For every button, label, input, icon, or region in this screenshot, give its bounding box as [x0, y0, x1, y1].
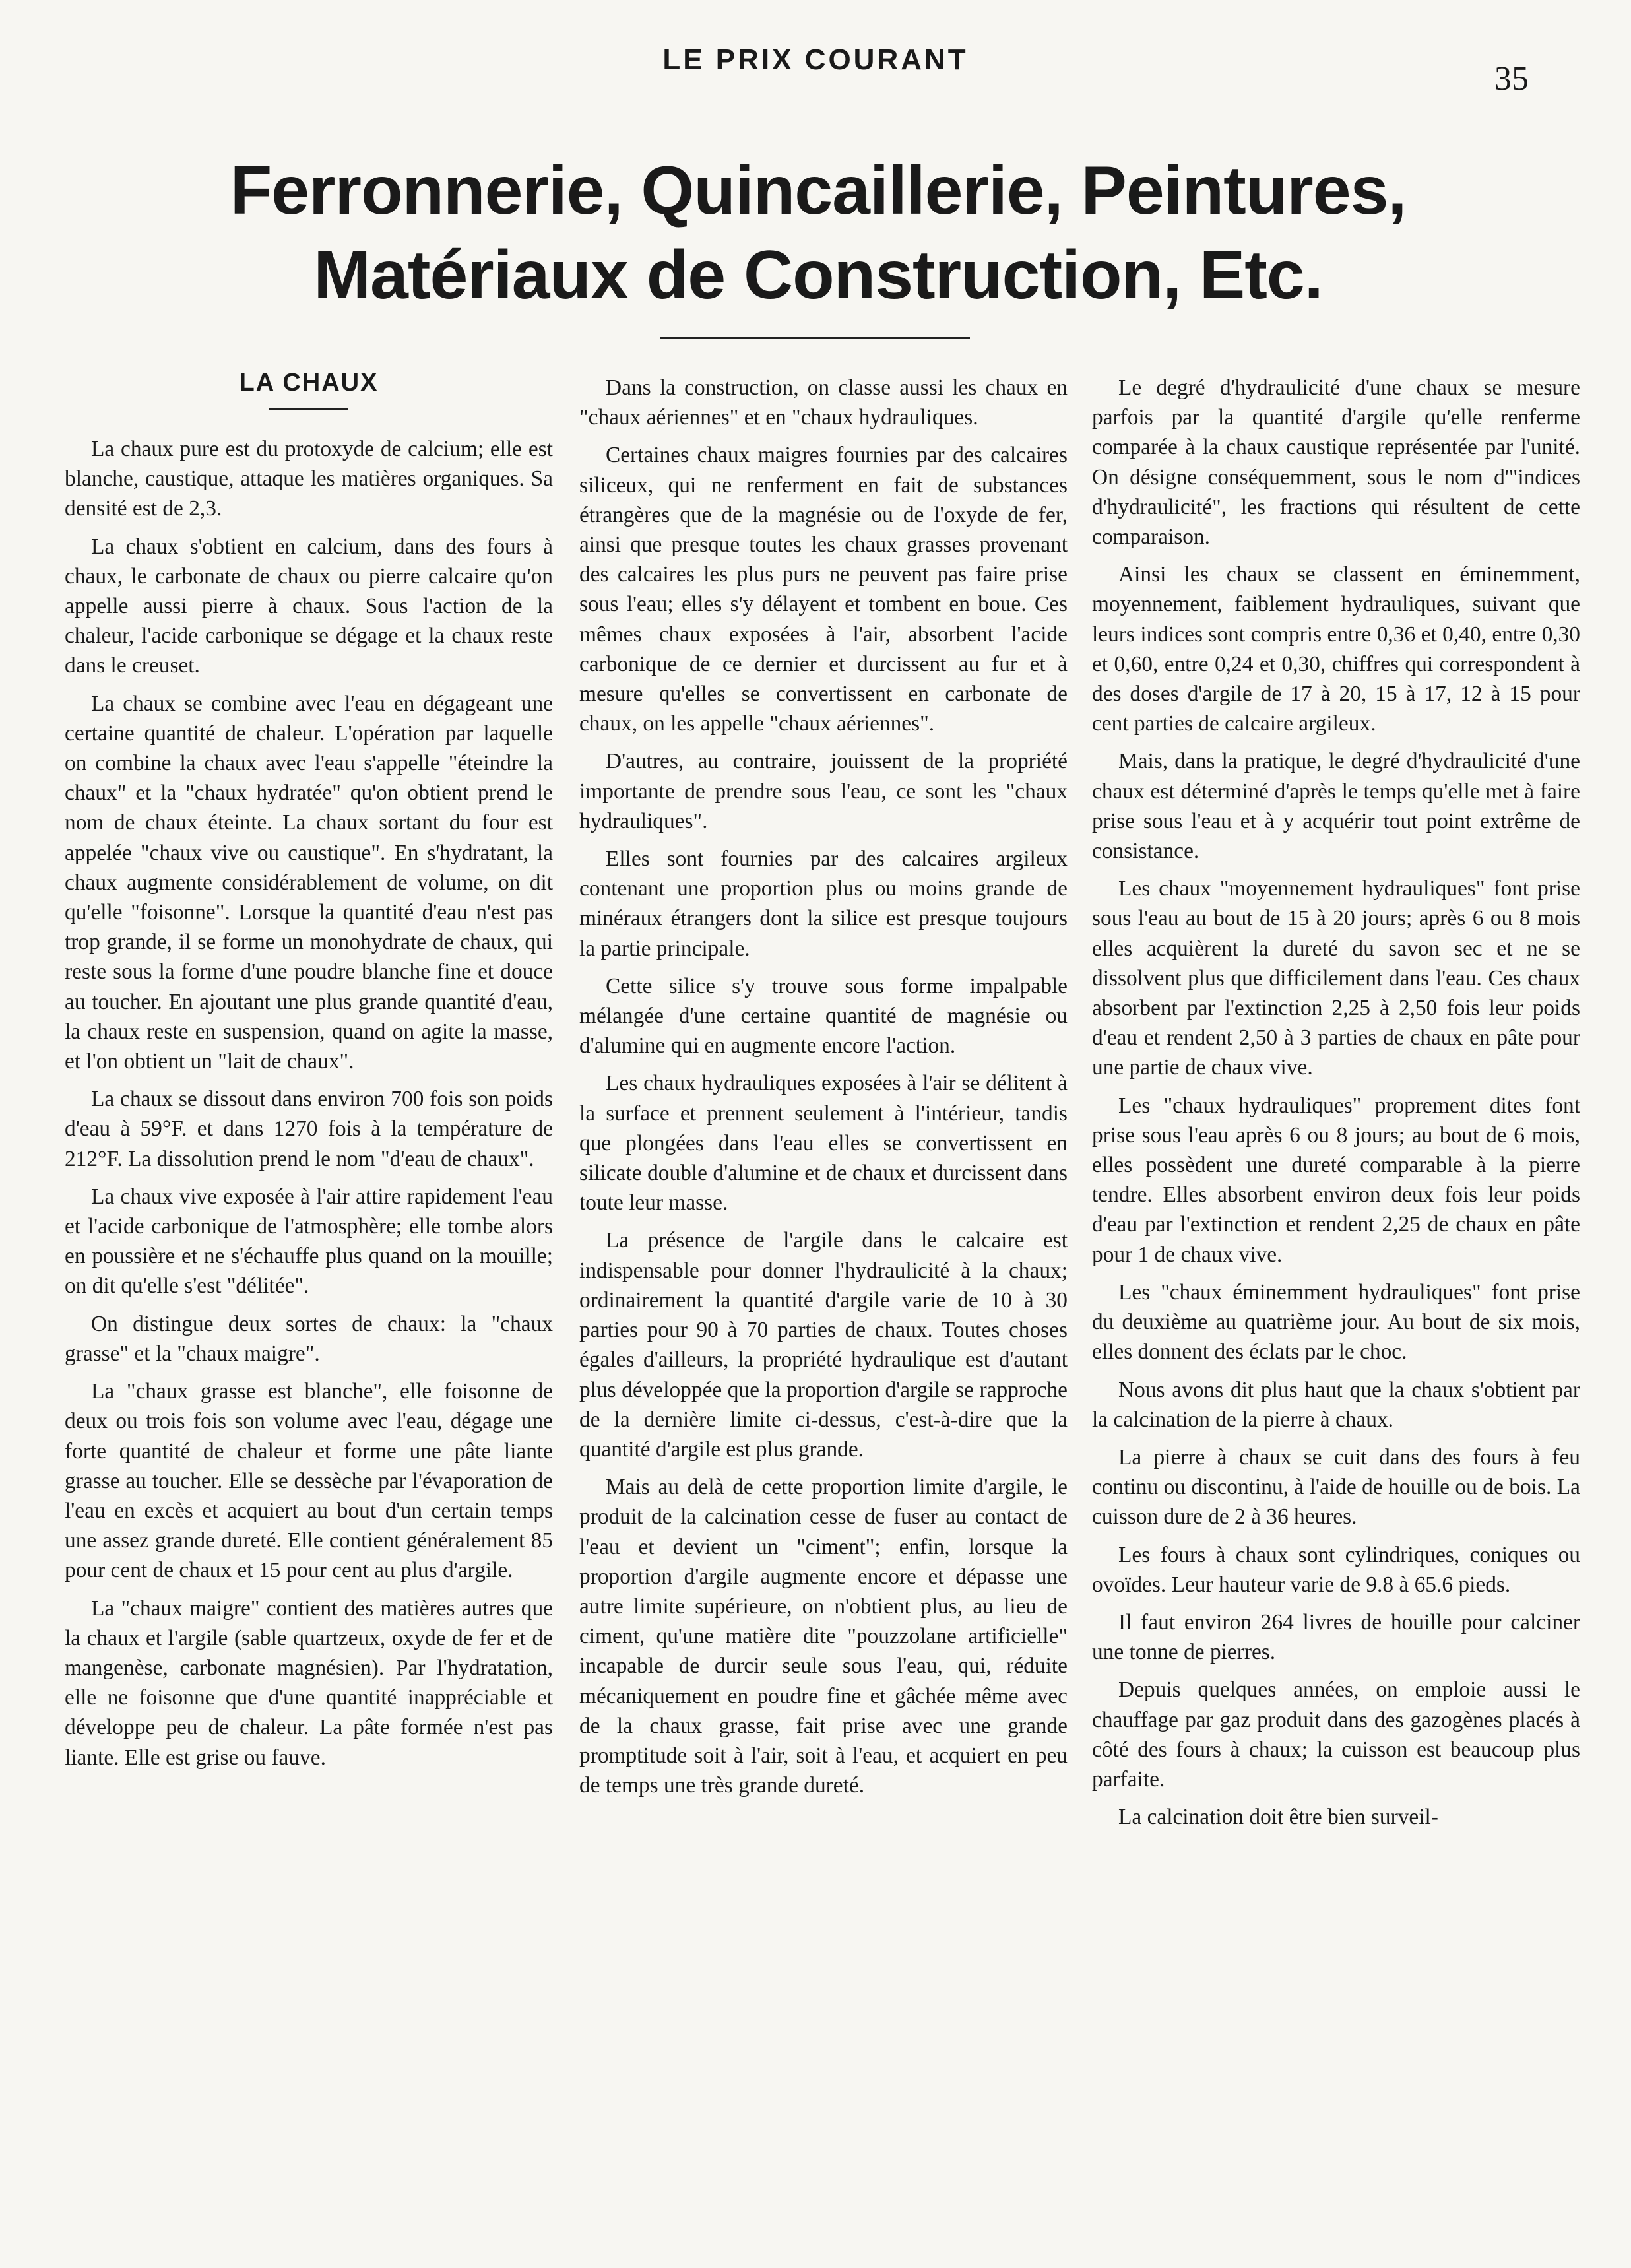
- paragraph: Elles sont fournies par des calcaires argileux contenant une proportion plus ou moins grande de minéraux étrangers dont la silice est presque toujours la partie principale.: [579, 847, 1068, 961]
- paragraph: La chaux se dissout dans environ 700 fois son poids d'eau à 59°F. et dans 1270 fois à la température de 212°F. La dissolution prend le nom "d'eau de chaux".: [65, 1087, 553, 1171]
- paragraph: Depuis quelques années, on emploie aussi le chauffage par gaz produit dans des gazogènes placés à côté des fours à chaux; la cuisson est beaucoup plus parfaite.: [1092, 1677, 1580, 1792]
- paragraph: Dans la construction, on classe aussi les chaux en "chaux aériennes" et en "chaux hydrauliques.: [579, 375, 1068, 430]
- paragraph: Les fours à chaux sont cylindriques, coniques ou ovoïdes. Leur hauteur varie de 9.8 à 65.6 pieds.: [1092, 1542, 1580, 1597]
- paragraph: Les chaux hydrauliques exposées à l'air se délitent à la surface et prennent seulement à l'intérieur, tandis que plongées dans l'eau elles se convertissent en silicate double d'alumine et de chaux et durcissent dans toute leur masse.: [579, 1071, 1068, 1215]
- paragraph: La présence de l'argile dans le calcaire est indispensable pour donner l'hydraulicité à la chaux; ordinairement la quantité d'argile varie de 10 à 30 parties pour 90 à 70 parties de chaux. Toutes choses égales d'ailleurs, la propriété hydraulique est d'autant plus développée que la proportion d'argile se rapproche de la dernière limite ci-dessus, c'est-à-dire que la quantité d'argile est plus grande.: [579, 1228, 1068, 1462]
- paragraph: Certaines chaux maigres fournies par des calcaires siliceux, qui ne renferment en fait de substances étrangères que de la magnésie ou de l'oxyde de fer, ainsi que presque toutes les chaux grasses provenant des calcaires les plus purs ne peuvent pas faire prise sous l'eau; elles s'y délayent et tombent en boue. Ces mêmes chaux exposées à l'air, absorbent l'acide carbonique de ce dernier et durcissent au fur et à mesure qu'elles se convertissent en carbonate de chaux, on les appelle "chaux aériennes".: [579, 443, 1068, 736]
- paragraph: La chaux vive exposée à l'air attire rapidement l'eau et l'acide carbonique de l'atmosphère; elle tombe alors en poussière et ne s'échauffe plus quand on la mouille; on dit qu'elle s'est "délitée".: [65, 1184, 553, 1299]
- paragraph: D'autres, au contraire, jouissent de la propriété importante de prendre sous l'eau, ce sont les "chaux hydrauliques".: [579, 749, 1068, 833]
- article-column-2: [579, 373, 1068, 1808]
- paragraph: La calcination doit être bien surveil-: [1118, 1805, 1438, 1830]
- paragraph: Mais, dans la pratique, le degré d'hydraulicité d'une chaux est déterminé d'après le temps qu'elle met à faire prise sous l'eau et à y acquérir tout point extrême de consistance.: [1092, 749, 1580, 864]
- article-heading: LA CHAUX: [239, 369, 379, 397]
- paragraph: Il faut environ 264 livres de houille pour calciner une tonne de pierres.: [1092, 1609, 1580, 1665]
- paragraph: Nous avons dit plus haut que la chaux s'obtient par la calcination de la pierre à chaux.: [1092, 1377, 1580, 1432]
- running-head: LE PRIX COURANT: [662, 44, 969, 76]
- paragraph: Ainsi les chaux se classent en éminemment, moyennement, faiblement hydrauliques, suivant que leurs indices sont compris entre 0,36 et 0,40, entre 0,30 et 0,60, entre 0,24 et 0,30, chiffres qui correspondent à des doses d'argile de 17 à 20, 15 à 17, 12 à 15 pour cent parties de calcaire argileux.: [1092, 562, 1580, 736]
- paragraph: La "chaux maigre" contient des matières autres que la chaux et l'argile (sable quartzeux, oxyde de fer et de mangenèse, carbonate magnésien). Par l'hydratation, elle ne foisonne que d'une quantité inappréciable et développe peu de chaleur. La pâte formée n'est pas liante. Elle est grise ou fauve.: [65, 1596, 553, 1770]
- paragraph: Mais au delà de cette proportion limite d'argile, le produit de la calcination cesse de fuser au contact de l'eau et devient un "ciment"; enfin, lorsque la proportion d'argile augmente encore et dépasse une autre limite supérieure, on n'obtient plus, au lieu de ciment, qu'une matière dite "pouzzolane artificielle" incapable de durcir seule sous l'eau, qui, réduite mécaniquement en poudre fine et gâchée même avec de la chaux grasse, fait prise avec une grande promptitude soit à l'air, soit à l'eau, et acquiert en peu de temps une très grande dureté.: [579, 1475, 1068, 1798]
- section-title: Ferronnerie, Quincaillerie, Peintures, Matériaux de Construction, Etc.: [230, 152, 1407, 313]
- paragraph: Cette silice s'y trouve sous forme impalpable mélangée d'une certaine quantité de magnésie ou d'alumine qui en augmente encore l'action.: [579, 973, 1068, 1058]
- article-column-1: [65, 366, 553, 1780]
- article-column-3: [1092, 373, 1580, 1840]
- paragraph: La chaux pure est du protoxyde de calcium; elle est blanche, caustique, attaque les matières organiques. Sa densité est de 2,3.: [65, 437, 553, 521]
- heading-rule: [269, 408, 348, 410]
- paragraph: La chaux s'obtient en calcium, dans des fours à chaux, le carbonate de chaux ou pierre calcaire qu'on appelle aussi pierre à chaux. Sous l'action de la chaleur, l'acide carbonique se dégage et la chaux reste dans le creuset.: [65, 534, 553, 678]
- title-rule: [660, 337, 970, 339]
- paragraph: La "chaux grasse est blanche", elle foisonne de deux ou trois fois son volume avec l'eau, dégage une forte quantité de chaleur et forme une pâte liante grasse au toucher. Elle se dessèche par l'évaporation de l'eau en excès et acquiert au bout d'un certain temps une assez grande dureté. Elle contient généralement 85 pour cent de chaux et 15 pour cent au plus d'argile.: [65, 1379, 553, 1583]
- paragraph: La pierre à chaux se cuit dans des fours à feu continu ou discontinu, à l'aide de houille ou de bois. La cuisson dure de 2 à 36 heures.: [1092, 1444, 1580, 1530]
- paragraph: Le degré d'hydraulicité d'une chaux se mesure parfois par la quantité d'argile qu'elle renferme comparée à la chaux caustique représentée par l'unité. On désigne conséquemment, sous le nom d'"indices d'hydraulicité", les fractions qui résultent de cette comparaison.: [1092, 375, 1580, 550]
- paragraph: Les "chaux éminemment hydrauliques" font prise du deuxième au quatrième jour. Au bout de six mois, elles donnent des éclats par le choc.: [1092, 1280, 1580, 1365]
- page-number: 35: [1494, 60, 1529, 98]
- paragraph: On distingue deux sortes de chaux: la "chaux grasse" et la "chaux maigre".: [65, 1311, 553, 1366]
- paragraph: Les "chaux hydrauliques" proprement dites font prise sous l'eau après 6 ou 8 jours; au bout de 6 mois, elles possèdent une dureté comparable à la pierre tendre. Elles absorbent environ deux fois leur poids d'eau par l'extinction et rendent 2,25 de chaux en pâte pour 1 de chaux vive.: [1092, 1093, 1580, 1267]
- paragraph: Les chaux "moyennement hydrauliques" font prise sous l'eau au bout de 15 à 20 jours; après 6 ou 8 mois elles acquièrent la dureté du savon sec et ne se dissolvent plus que difficilement dans l'eau. Ces chaux absorbent par l'extinction 2,25 à 2,50 fois leur poids d'eau et rendent 2,50 à 3 parties de chaux en pâte pour une partie de chaux vive.: [1092, 876, 1580, 1080]
- paragraph: La chaux se combine avec l'eau en dégageant une certaine quantité de chaleur. L'opération par laquelle on combine la chaux avec l'eau s'appelle "éteindre la chaux" et la "chaux hydratée" qu'on obtient prend le nom de chaux éteinte. La chaux sortant du four est appelée "chaux vive ou caustique". En s'hydratant, la chaux augmente considérablement de volume, on dit qu'elle "foisonne". Lorsque la quantité d'eau n'est pas trop grande, il se forme un monohydrate de chaux, qui reste sous la forme d'une poudre blanche fine et douce au toucher. En ajoutant une plus grande quantité d'eau, la chaux reste en suspension, quand on agite la masse, et l'on obtient un "lait de chaux".: [65, 691, 553, 1074]
